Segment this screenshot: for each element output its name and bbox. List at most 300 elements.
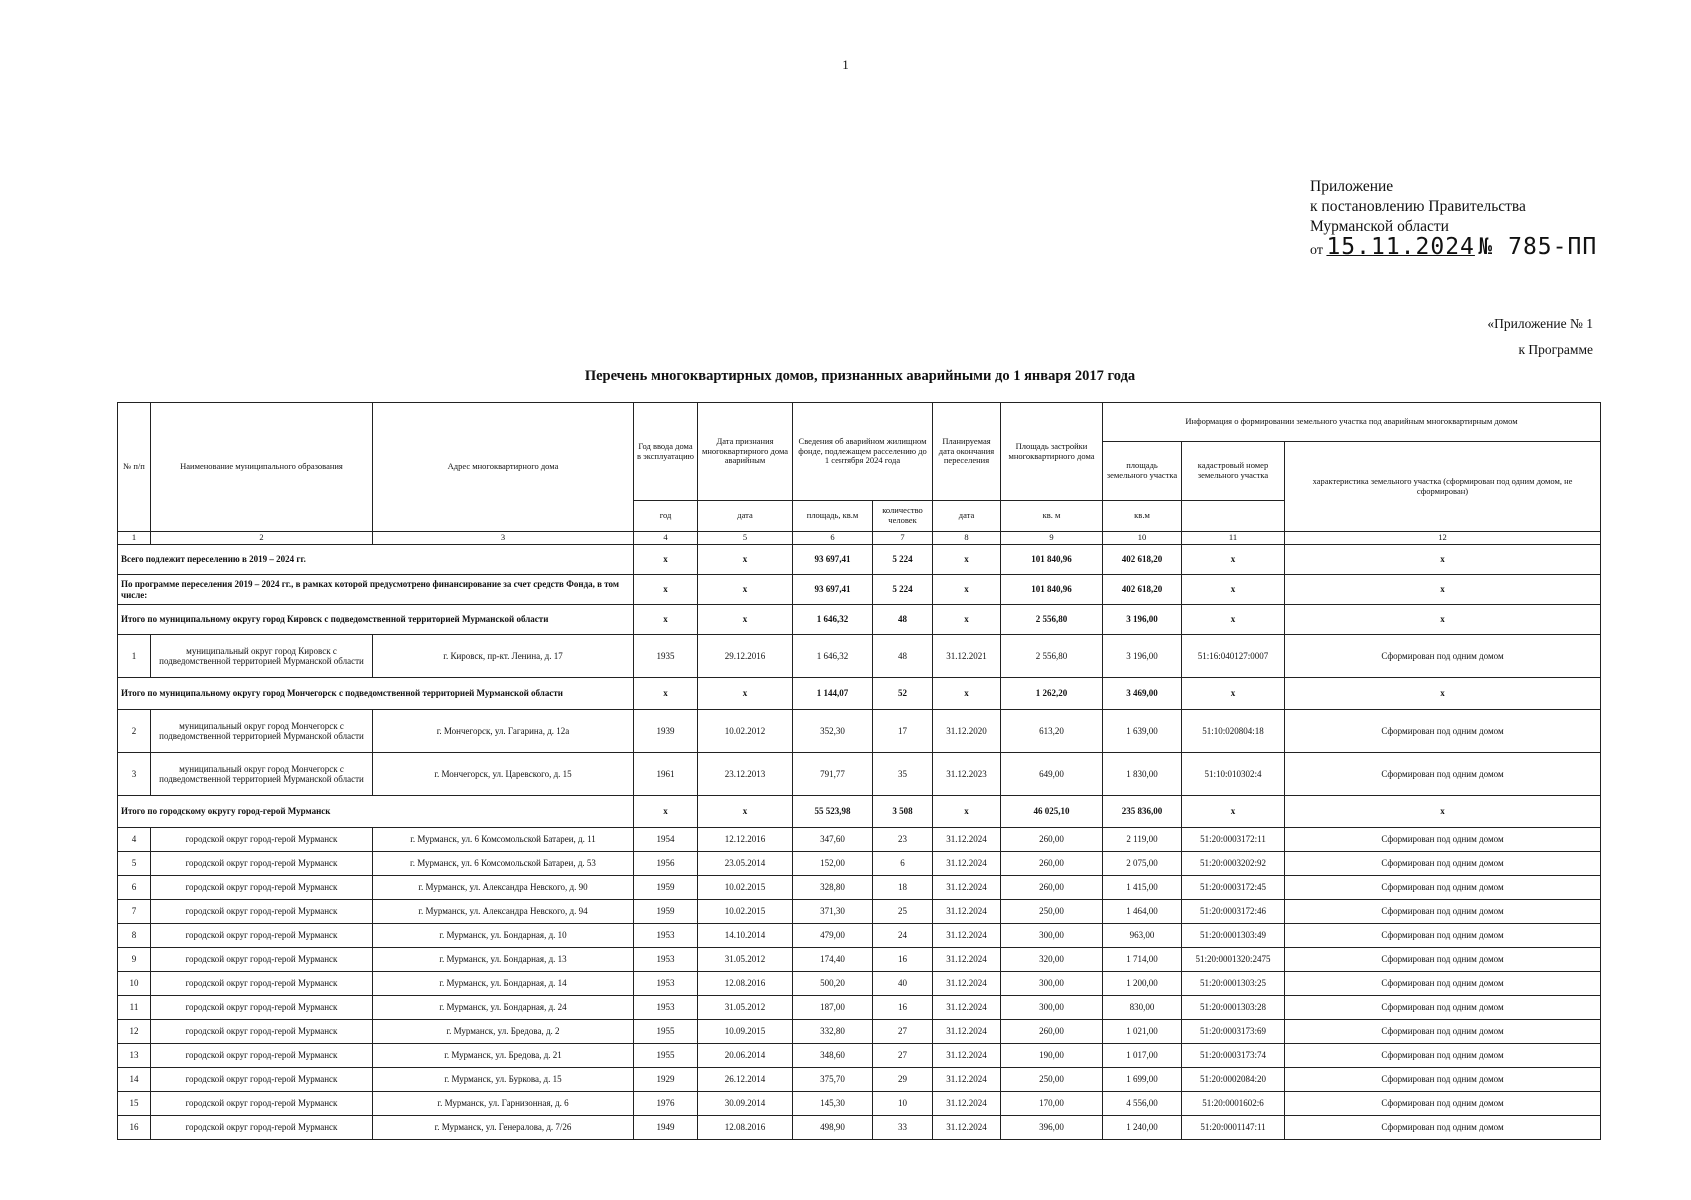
row-number: 14 — [118, 1068, 151, 1092]
summary-cell: х — [698, 545, 793, 575]
area-cell: 348,60 — [793, 1044, 873, 1068]
land-area-cell: 1 200,00 — [1103, 972, 1182, 996]
table-row — [118, 876, 1601, 900]
summary-label: Итого по муниципальному округу город Мончегорск с подведомственной территорией Мурманской области — [118, 678, 634, 710]
building-area-cell: 300,00 — [1001, 996, 1103, 1020]
summary-cell: х — [933, 605, 1001, 635]
municipality-cell: городской округ город-герой Мурманск — [151, 1116, 373, 1140]
summary-cell: 5 224 — [873, 575, 933, 605]
address-cell: г. Мурманск, ул. Бредова, д. 21 — [373, 1044, 634, 1068]
municipality-cell: городской округ город-герой Мурманск — [151, 1044, 373, 1068]
summary-cell: 101 840,96 — [1001, 545, 1103, 575]
area-cell: 500,20 — [793, 972, 873, 996]
municipality-cell: городской округ город-герой Мурманск — [151, 876, 373, 900]
land-status-cell: Сформирован под одним домом — [1285, 1092, 1601, 1116]
planned-date-cell: 31.12.2024 — [933, 1044, 1001, 1068]
year-cell: 1953 — [634, 948, 698, 972]
column-number: 12 — [1285, 532, 1601, 545]
year-cell: 1955 — [634, 1020, 698, 1044]
summary-label: Итого по муниципальному округу город Кировск с подведомственной территорией Мурманской области — [118, 605, 634, 635]
summary-cell: х — [933, 575, 1001, 605]
unit-people: количество человек — [873, 501, 933, 532]
land-area-cell: 1 240,00 — [1103, 1116, 1182, 1140]
people-cell: 23 — [873, 828, 933, 852]
summary-row-kirovsk — [118, 605, 1601, 635]
summary-cell: х — [634, 796, 698, 828]
header-land-characteristic: характеристика земельного участка (сформирован под одним домом, не сформирован) — [1285, 442, 1601, 532]
table-row — [118, 900, 1601, 924]
municipality-cell: городской округ город-герой Мурманск — [151, 828, 373, 852]
summary-cell: х — [933, 545, 1001, 575]
column-number: 2 — [151, 532, 373, 545]
area-cell: 352,30 — [793, 710, 873, 753]
land-status-cell: Сформирован под одним домом — [1285, 1044, 1601, 1068]
building-area-cell: 649,00 — [1001, 753, 1103, 796]
page-number: 1 — [842, 57, 849, 72]
land-status-cell: Сформирован под одним домом — [1285, 1116, 1601, 1140]
table-row — [118, 753, 1601, 796]
summary-row-program — [118, 575, 1601, 605]
planned-date-cell: 31.12.2024 — [933, 948, 1001, 972]
unit-cadastral-blank — [1182, 501, 1285, 532]
address-cell: г. Кировск, пр-кт. Ленина, д. 17 — [373, 635, 634, 678]
row-number: 12 — [118, 1020, 151, 1044]
year-cell: 1949 — [634, 1116, 698, 1140]
area-cell: 187,00 — [793, 996, 873, 1020]
land-status-cell: Сформирован под одним домом — [1285, 828, 1601, 852]
land-area-cell: 1 415,00 — [1103, 876, 1182, 900]
planned-date-cell: 31.12.2023 — [933, 753, 1001, 796]
municipality-cell: городской округ город-герой Мурманск — [151, 1020, 373, 1044]
land-area-cell: 1 464,00 — [1103, 900, 1182, 924]
area-cell: 375,70 — [793, 1068, 873, 1092]
column-number: 11 — [1182, 532, 1285, 545]
summary-cell: х — [1285, 605, 1601, 635]
address-cell: г. Мончегорск, ул. Гагарина, д. 12а — [373, 710, 634, 753]
row-number: 11 — [118, 996, 151, 1020]
planned-date-cell: 31.12.2024 — [933, 972, 1001, 996]
column-number: 8 — [933, 532, 1001, 545]
row-number: 1 — [118, 635, 151, 678]
summary-cell: 402 618,20 — [1103, 545, 1182, 575]
row-number: 15 — [118, 1092, 151, 1116]
planned-date-cell: 31.12.2024 — [933, 828, 1001, 852]
land-status-cell: Сформирован под одним домом — [1285, 876, 1601, 900]
unit-area: площадь, кв.м — [793, 501, 873, 532]
row-number: 9 — [118, 948, 151, 972]
summary-cell: х — [933, 678, 1001, 710]
summary-cell: 402 618,20 — [1103, 575, 1182, 605]
municipality-cell: городской округ город-герой Мурманск — [151, 1068, 373, 1092]
summary-cell: х — [634, 605, 698, 635]
summary-cell: х — [1182, 605, 1285, 635]
cadastral-cell: 51:20:0003172:45 — [1182, 876, 1285, 900]
building-area-cell: 260,00 — [1001, 828, 1103, 852]
planned-date-cell: 31.12.2024 — [933, 924, 1001, 948]
address-cell: г. Мурманск, ул. Бондарная, д. 14 — [373, 972, 634, 996]
address-cell: г. Мончегорск, ул. Царевского, д. 15 — [373, 753, 634, 796]
table-row — [118, 1116, 1601, 1140]
cadastral-cell: 51:20:0003172:11 — [1182, 828, 1285, 852]
area-cell: 371,30 — [793, 900, 873, 924]
year-cell: 1953 — [634, 996, 698, 1020]
year-cell: 1976 — [634, 1092, 698, 1116]
summary-cell: 93 697,41 — [793, 575, 873, 605]
emergency-date-cell: 31.05.2012 — [698, 948, 793, 972]
building-area-cell: 190,00 — [1001, 1044, 1103, 1068]
municipality-cell: городской округ город-герой Мурманск — [151, 1092, 373, 1116]
table-row — [118, 828, 1601, 852]
municipality-cell: городской округ город-герой Мурманск — [151, 924, 373, 948]
cadastral-cell: 51:20:0001303:25 — [1182, 972, 1285, 996]
building-area-cell: 396,00 — [1001, 1116, 1103, 1140]
year-cell: 1953 — [634, 924, 698, 948]
municipality-cell: городской округ город-герой Мурманск — [151, 996, 373, 1020]
summary-cell: х — [698, 575, 793, 605]
summary-cell: х — [1285, 678, 1601, 710]
table-row — [118, 1092, 1601, 1116]
column-number: 9 — [1001, 532, 1103, 545]
row-number: 16 — [118, 1116, 151, 1140]
land-status-cell: Сформирован под одним домом — [1285, 852, 1601, 876]
emergency-date-cell: 12.12.2016 — [698, 828, 793, 852]
people-cell: 17 — [873, 710, 933, 753]
summary-label: Итого по городскому округу город-герой Мурманск — [118, 796, 634, 828]
cadastral-cell: 51:20:0003173:74 — [1182, 1044, 1285, 1068]
year-cell: 1959 — [634, 876, 698, 900]
area-cell: 791,77 — [793, 753, 873, 796]
cadastral-cell: 51:20:0003173:69 — [1182, 1020, 1285, 1044]
year-cell: 1955 — [634, 1044, 698, 1068]
municipality-cell: муниципальный округ город Мончегорск с подведомственной территорией Мурманской области — [151, 710, 373, 753]
summary-cell: 55 523,98 — [793, 796, 873, 828]
summary-cell: 235 836,00 — [1103, 796, 1182, 828]
people-cell: 33 — [873, 1116, 933, 1140]
approval-number: № 785-ПП — [1478, 234, 1598, 260]
land-status-cell: Сформирован под одним домом — [1285, 972, 1601, 996]
summary-cell: 93 697,41 — [793, 545, 873, 575]
table-row — [118, 972, 1601, 996]
unit-sqm-2: кв.м — [1103, 501, 1182, 532]
emergency-date-cell: 31.05.2012 — [698, 996, 793, 1020]
row-number: 6 — [118, 876, 151, 900]
building-area-cell: 320,00 — [1001, 948, 1103, 972]
emergency-date-cell: 12.08.2016 — [698, 1116, 793, 1140]
summary-cell: х — [1285, 545, 1601, 575]
land-area-cell: 4 556,00 — [1103, 1092, 1182, 1116]
area-cell: 145,30 — [793, 1092, 873, 1116]
summary-cell: х — [698, 605, 793, 635]
people-cell: 18 — [873, 876, 933, 900]
document-title: Перечень многоквартирных домов, признанных аварийными до 1 января 2017 года — [584, 368, 1136, 384]
planned-date-cell: 31.12.2024 — [933, 876, 1001, 900]
housing-registry-table — [117, 402, 1601, 1140]
planned-date-cell: 31.12.2024 — [933, 1068, 1001, 1092]
address-cell: г. Мурманск, ул. Бондарная, д. 10 — [373, 924, 634, 948]
approval-date: 15.11.2024 — [1326, 234, 1475, 260]
address-cell: г. Мурманск, ул. Александра Невского, д. 90 — [373, 876, 634, 900]
area-cell: 498,90 — [793, 1116, 873, 1140]
land-status-cell: Сформирован под одним домом — [1285, 1068, 1601, 1092]
planned-date-cell: 31.12.2024 — [933, 900, 1001, 924]
column-number: 1 — [118, 532, 151, 545]
summary-cell: х — [1285, 575, 1601, 605]
header-land-info: Информация о формировании земельного участка под аварийным многоквартирным домом — [1103, 403, 1601, 442]
area-cell: 328,80 — [793, 876, 873, 900]
planned-date-cell: 31.12.2024 — [933, 1116, 1001, 1140]
building-area-cell: 250,00 — [1001, 1068, 1103, 1092]
year-cell: 1961 — [634, 753, 698, 796]
column-number: 3 — [373, 532, 634, 545]
year-cell: 1954 — [634, 828, 698, 852]
planned-date-cell: 31.12.2020 — [933, 710, 1001, 753]
summary-cell: х — [933, 796, 1001, 828]
approval-date-line — [1310, 234, 1598, 261]
building-area-cell: 260,00 — [1001, 876, 1103, 900]
header-land-area: площадь земельного участка — [1103, 442, 1182, 501]
building-area-cell: 250,00 — [1001, 900, 1103, 924]
header-year-commissioned: Год ввода дома в эксплуатацию — [634, 403, 698, 501]
land-status-cell: Сформирован под одним домом — [1285, 996, 1601, 1020]
approval-line-3: Мурманской области — [1310, 218, 1449, 235]
summary-cell: 1 262,20 — [1001, 678, 1103, 710]
column-number: 4 — [634, 532, 698, 545]
summary-cell: х — [698, 678, 793, 710]
municipality-cell: городской округ город-герой Мурманск — [151, 852, 373, 876]
annex-ref-line-1: «Приложение № 1 — [1487, 316, 1593, 331]
planned-date-cell: 31.12.2024 — [933, 1092, 1001, 1116]
summary-row-total — [118, 545, 1601, 575]
address-cell: г. Мурманск, ул. Бредова, д. 2 — [373, 1020, 634, 1044]
people-cell: 25 — [873, 900, 933, 924]
summary-row-monchegorsk — [118, 678, 1601, 710]
header-planned-date: Планируемая дата окончания переселения — [933, 403, 1001, 501]
approval-line-2: к постановлению Правительства — [1310, 198, 1526, 215]
address-cell: г. Мурманск, ул. Александра Невского, д. 94 — [373, 900, 634, 924]
land-area-cell: 963,00 — [1103, 924, 1182, 948]
cadastral-cell: 51:20:0001303:28 — [1182, 996, 1285, 1020]
cadastral-cell: 51:20:0001320:2475 — [1182, 948, 1285, 972]
summary-cell: 1 144,07 — [793, 678, 873, 710]
summary-cell: х — [1285, 796, 1601, 828]
row-number: 10 — [118, 972, 151, 996]
people-cell: 35 — [873, 753, 933, 796]
row-number: 2 — [118, 710, 151, 753]
approval-stamp — [1310, 177, 1597, 261]
land-area-cell: 3 196,00 — [1103, 635, 1182, 678]
area-cell: 152,00 — [793, 852, 873, 876]
people-cell: 24 — [873, 924, 933, 948]
column-number: 6 — [793, 532, 873, 545]
summary-cell: 3 196,00 — [1103, 605, 1182, 635]
people-cell: 6 — [873, 852, 933, 876]
summary-cell: х — [1182, 796, 1285, 828]
people-cell: 27 — [873, 1044, 933, 1068]
address-cell: г. Мурманск, ул. Буркова, д. 15 — [373, 1068, 634, 1092]
building-area-cell: 170,00 — [1001, 1092, 1103, 1116]
row-number: 13 — [118, 1044, 151, 1068]
year-cell: 1956 — [634, 852, 698, 876]
unit-year: год — [634, 501, 698, 532]
year-cell: 1939 — [634, 710, 698, 753]
people-cell: 29 — [873, 1068, 933, 1092]
table-row — [118, 710, 1601, 753]
municipality-cell: городской округ город-герой Мурманск — [151, 972, 373, 996]
cadastral-cell: 51:10:010302:4 — [1182, 753, 1285, 796]
address-cell: г. Мурманск, ул. Гарнизонная, д. 6 — [373, 1092, 634, 1116]
cadastral-cell: 51:20:0003202:92 — [1182, 852, 1285, 876]
summary-cell: х — [1182, 545, 1285, 575]
cadastral-cell: 51:20:0001602:6 — [1182, 1092, 1285, 1116]
address-cell: г. Мурманск, ул. Бондарная, д. 13 — [373, 948, 634, 972]
cadastral-cell: 51:20:0003172:46 — [1182, 900, 1285, 924]
land-area-cell: 1 017,00 — [1103, 1044, 1182, 1068]
land-area-cell: 830,00 — [1103, 996, 1182, 1020]
row-number: 3 — [118, 753, 151, 796]
summary-cell: 52 — [873, 678, 933, 710]
land-area-cell: 1 639,00 — [1103, 710, 1182, 753]
emergency-date-cell: 23.05.2014 — [698, 852, 793, 876]
area-cell: 1 646,32 — [793, 635, 873, 678]
summary-cell: 101 840,96 — [1001, 575, 1103, 605]
building-area-cell: 260,00 — [1001, 852, 1103, 876]
row-number: 4 — [118, 828, 151, 852]
emergency-date-cell: 10.02.2015 — [698, 876, 793, 900]
summary-cell: х — [1182, 678, 1285, 710]
summary-row-murmansk — [118, 796, 1601, 828]
emergency-date-cell: 14.10.2014 — [698, 924, 793, 948]
header-municipality: Наименование муниципального образования — [151, 403, 373, 532]
table-row — [118, 924, 1601, 948]
land-status-cell: Сформирован под одним домом — [1285, 924, 1601, 948]
summary-cell: 5 224 — [873, 545, 933, 575]
column-number: 10 — [1103, 532, 1182, 545]
unit-date: дата — [698, 501, 793, 532]
summary-cell: 3 469,00 — [1103, 678, 1182, 710]
unit-date-2: дата — [933, 501, 1001, 532]
summary-cell: х — [634, 575, 698, 605]
land-area-cell: 2 119,00 — [1103, 828, 1182, 852]
building-area-cell: 613,20 — [1001, 710, 1103, 753]
table-row — [118, 1044, 1601, 1068]
planned-date-cell: 31.12.2024 — [933, 1020, 1001, 1044]
approval-line-1: Приложение — [1310, 178, 1394, 195]
year-cell: 1935 — [634, 635, 698, 678]
summary-cell: х — [634, 545, 698, 575]
building-area-cell: 2 556,80 — [1001, 635, 1103, 678]
cadastral-cell: 51:16:040127:0007 — [1182, 635, 1285, 678]
summary-cell: 1 646,32 — [793, 605, 873, 635]
planned-date-cell: 31.12.2024 — [933, 996, 1001, 1020]
building-area-cell: 300,00 — [1001, 972, 1103, 996]
header-building-area: Площадь застройки многоквартирного дома — [1001, 403, 1103, 501]
summary-cell: 3 508 — [873, 796, 933, 828]
header-num: № п/п — [118, 403, 151, 532]
header-cadastral: кадастровый номер земельного участка — [1182, 442, 1285, 501]
summary-cell: 48 — [873, 605, 933, 635]
column-number: 5 — [698, 532, 793, 545]
header-date-emergency: Дата признания многоквартирного дома аварийным — [698, 403, 793, 501]
address-cell: г. Мурманск, ул. 6 Комсомольской Батареи, д. 53 — [373, 852, 634, 876]
row-number: 5 — [118, 852, 151, 876]
cadastral-cell: 51:20:0001303:49 — [1182, 924, 1285, 948]
emergency-date-cell: 12.08.2016 — [698, 972, 793, 996]
building-area-cell: 260,00 — [1001, 1020, 1103, 1044]
emergency-date-cell: 10.02.2012 — [698, 710, 793, 753]
land-status-cell: Сформирован под одним домом — [1285, 710, 1601, 753]
land-area-cell: 2 075,00 — [1103, 852, 1182, 876]
emergency-date-cell: 20.06.2014 — [698, 1044, 793, 1068]
table-row — [118, 1068, 1601, 1092]
table-row — [118, 996, 1601, 1020]
land-status-cell: Сформирован под одним домом — [1285, 1020, 1601, 1044]
table-row — [118, 852, 1601, 876]
people-cell: 48 — [873, 635, 933, 678]
building-area-cell: 300,00 — [1001, 924, 1103, 948]
address-cell: г. Мурманск, ул. Генералова, д. 7/26 — [373, 1116, 634, 1140]
header-address: Адрес многоквартирного дома — [373, 403, 634, 532]
column-number: 7 — [873, 532, 933, 545]
land-status-cell: Сформирован под одним домом — [1285, 635, 1601, 678]
planned-date-cell: 31.12.2024 — [933, 852, 1001, 876]
land-status-cell: Сформирован под одним домом — [1285, 900, 1601, 924]
summary-cell: 2 556,80 — [1001, 605, 1103, 635]
address-cell: г. Мурманск, ул. Бондарная, д. 24 — [373, 996, 634, 1020]
row-number: 8 — [118, 924, 151, 948]
cadastral-cell: 51:10:020804:18 — [1182, 710, 1285, 753]
planned-date-cell: 31.12.2021 — [933, 635, 1001, 678]
summary-cell: 46 025,10 — [1001, 796, 1103, 828]
table-row — [118, 948, 1601, 972]
registry-body — [118, 545, 1601, 1140]
year-cell: 1953 — [634, 972, 698, 996]
summary-label: Всего подлежит переселению в 2019 – 2024 гг. — [118, 545, 634, 575]
land-area-cell: 1 714,00 — [1103, 948, 1182, 972]
people-cell: 10 — [873, 1092, 933, 1116]
people-cell: 16 — [873, 996, 933, 1020]
table-row — [118, 1020, 1601, 1044]
people-cell: 16 — [873, 948, 933, 972]
municipality-cell: муниципальный округ город Кировск с подведомственной территорией Мурманской области — [151, 635, 373, 678]
land-area-cell: 1 021,00 — [1103, 1020, 1182, 1044]
approval-from-label: от — [1310, 243, 1323, 258]
header-emergency-fund: Сведения об аварийном жилищном фонде, подлежащем расселению до 1 сентября 2024 года — [793, 403, 933, 501]
emergency-date-cell: 29.12.2016 — [698, 635, 793, 678]
emergency-date-cell: 26.12.2014 — [698, 1068, 793, 1092]
people-cell: 27 — [873, 1020, 933, 1044]
area-cell: 332,80 — [793, 1020, 873, 1044]
emergency-date-cell: 10.02.2015 — [698, 900, 793, 924]
area-cell: 174,40 — [793, 948, 873, 972]
year-cell: 1959 — [634, 900, 698, 924]
cadastral-cell: 51:20:0001147:11 — [1182, 1116, 1285, 1140]
people-cell: 40 — [873, 972, 933, 996]
annex-ref-line-2: к Программе — [1518, 342, 1593, 357]
land-area-cell: 1 830,00 — [1103, 753, 1182, 796]
municipality-cell: городской округ город-герой Мурманск — [151, 900, 373, 924]
unit-sqm: кв. м — [1001, 501, 1103, 532]
municipality-cell: муниципальный округ город Мончегорск с подведомственной территорией Мурманской области — [151, 753, 373, 796]
area-cell: 479,00 — [793, 924, 873, 948]
summary-cell: х — [1182, 575, 1285, 605]
summary-cell: х — [698, 796, 793, 828]
emergency-date-cell: 10.09.2015 — [698, 1020, 793, 1044]
emergency-date-cell: 23.12.2013 — [698, 753, 793, 796]
land-status-cell: Сформирован под одним домом — [1285, 948, 1601, 972]
emergency-date-cell: 30.09.2014 — [698, 1092, 793, 1116]
municipality-cell: городской округ город-герой Мурманск — [151, 948, 373, 972]
summary-label: По программе переселения 2019 – 2024 гг., в рамках которой предусмотрено финансирование за счет средств Фонда, в том числе: — [118, 575, 634, 605]
